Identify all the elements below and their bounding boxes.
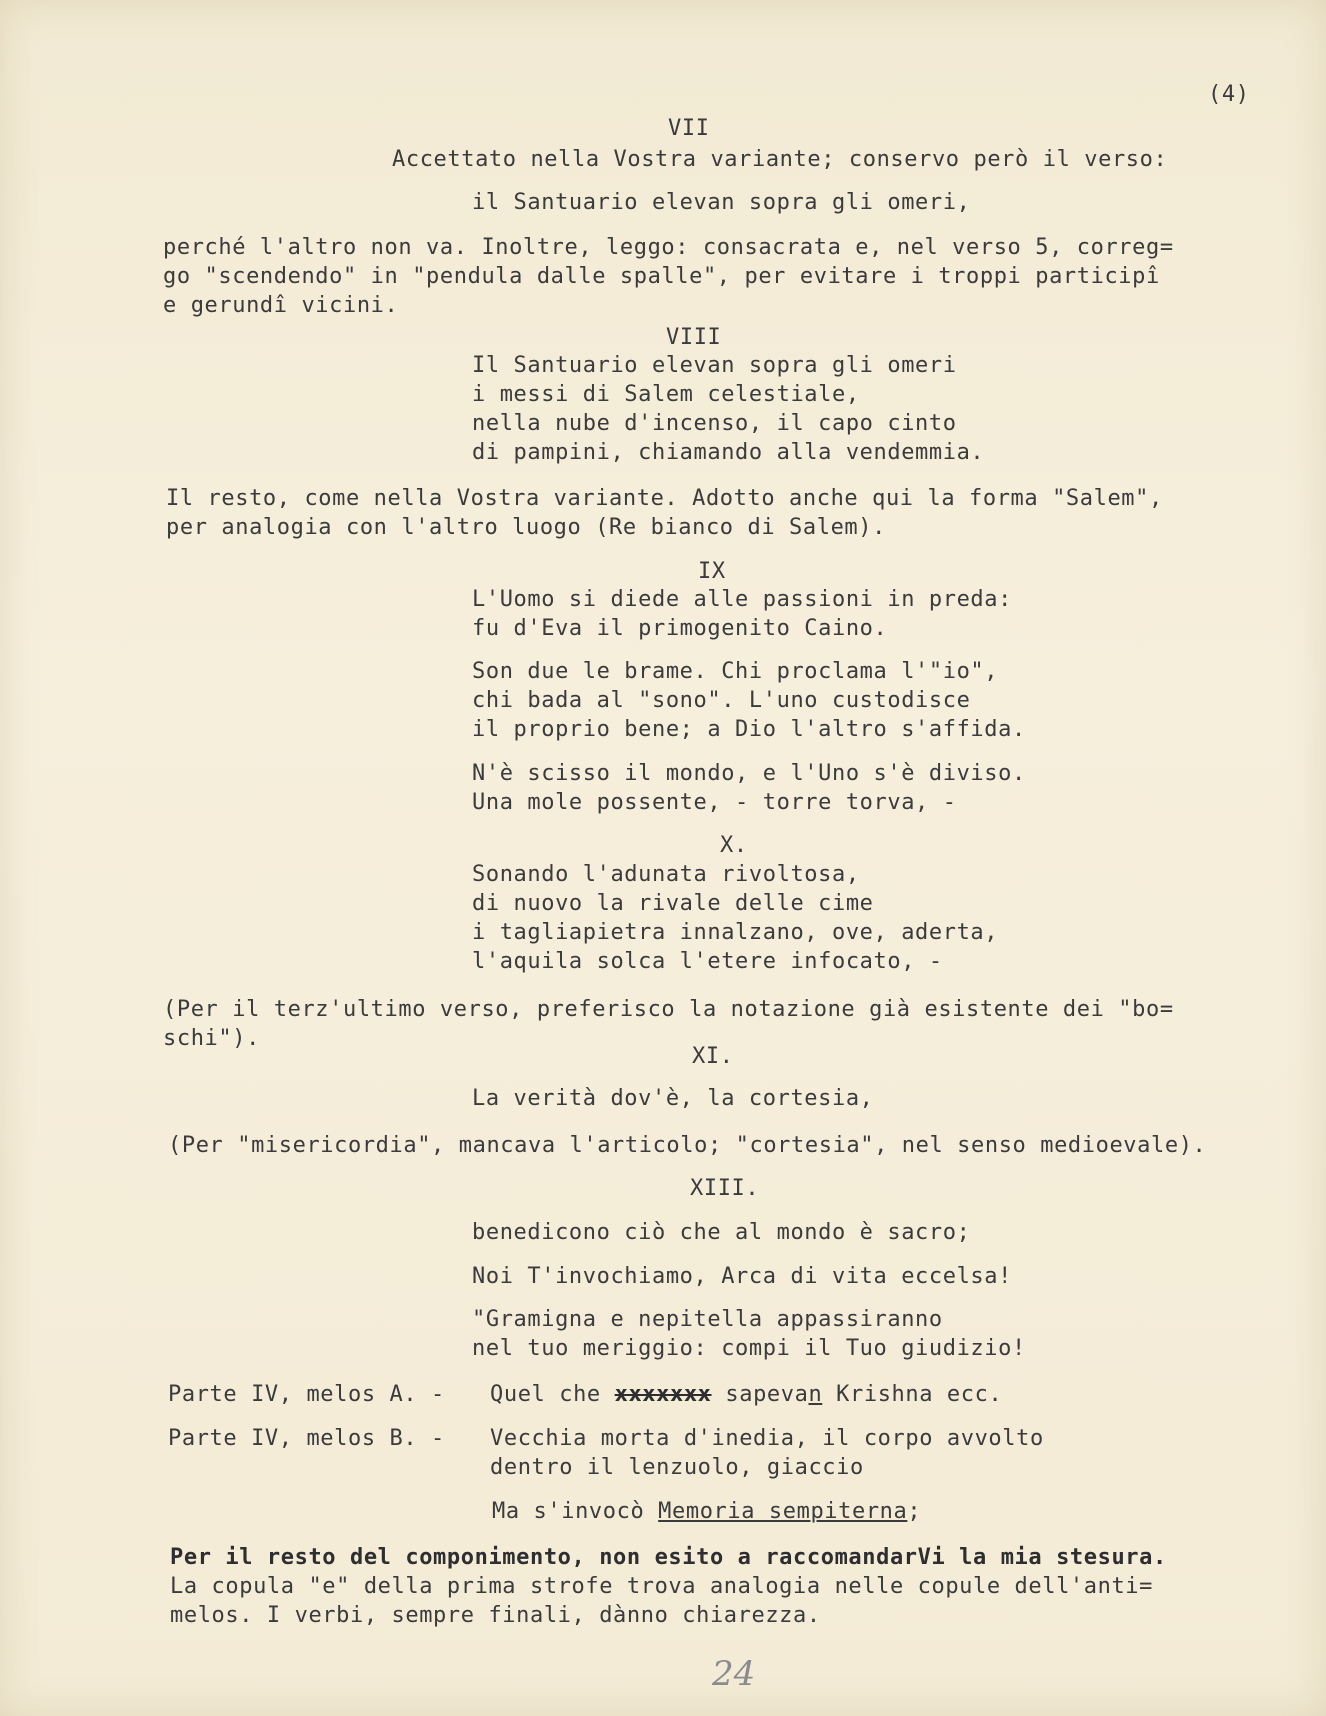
- ix-verse: N'è scisso il mondo, e l'Uno s'è diviso.: [472, 761, 1026, 786]
- closing-line: melos. I verbi, sempre finali, dànno chiarezza.: [170, 1603, 821, 1628]
- section-heading-xi: XI.: [692, 1044, 734, 1069]
- viii-verse: i messi di Salem celestiale,: [472, 382, 860, 407]
- x-verse: i tagliapietra innalzano, ove, aderta,: [472, 920, 999, 945]
- struck-word: xxxxxxx: [614, 1382, 712, 1407]
- parte-b-line: dentro il lenzuolo, giaccio: [490, 1455, 864, 1480]
- viii-verse: nella nube d'incenso, il capo cinto: [472, 411, 957, 436]
- x-note-line: (Per il terz'ultimo verso, preferisco la notazione già esistente dei "bo=: [163, 997, 1174, 1022]
- viii-note-line: Il resto, come nella Vostra variante. Adotto anche qui la forma "Salem",: [166, 486, 1163, 511]
- ix-verse: Son due le brame. Chi proclama l'"io",: [472, 659, 999, 684]
- vii-note-line: go "scendendo" in "pendula dalle spalle", per evitare i troppi participî: [163, 264, 1160, 289]
- page-number: (4): [1208, 82, 1250, 107]
- closing-line: La copula "e" della prima strofe trova analogia nelle copule dell'anti=: [170, 1574, 1154, 1599]
- xiii-verse: nel tuo meriggio: compi il Tuo giudizio!: [472, 1336, 1026, 1361]
- ix-verse: il proprio bene; a Dio l'altro s'affida.: [472, 717, 1026, 742]
- xi-note: (Per "misericordia", mancava l'articolo; "cortesia", nel senso medioevale).: [168, 1133, 1207, 1158]
- ix-verse: chi bada al "sono". L'uno custodisce: [472, 688, 971, 713]
- viii-verse: di pampini, chiamando alla vendemmia.: [472, 440, 985, 465]
- ix-verse: Una mole possente, - torre torva, -: [472, 790, 957, 815]
- x-verse: l'aquila solca l'etere infocato, -: [472, 949, 943, 974]
- closing-line: Per il resto del componimento, non esito a raccomandarVi la mia stesura.: [170, 1545, 1167, 1570]
- parte-a-text: Quel che xxxxxxx sapevan Krishna ecc.: [490, 1382, 1003, 1407]
- xiii-verse: Noi T'invochiamo, Arca di vita eccelsa!: [472, 1264, 1012, 1289]
- section-heading-ix: IX: [698, 559, 726, 584]
- parte-b-label: Parte IV, melos B. -: [168, 1426, 445, 1451]
- vii-intro: Accettato nella Vostra variante; conservo però il verso:: [392, 147, 1168, 172]
- parte-b-line: Vecchia morta d'inedia, il corpo avvolto: [490, 1426, 1044, 1451]
- vii-note-line: perché l'altro non va. Inoltre, leggo: consacrata e, nel verso 5, correg=: [163, 235, 1174, 260]
- ix-verse: fu d'Eva il primogenito Caino.: [472, 616, 888, 641]
- handwritten-folio-number: 24: [712, 1654, 756, 1694]
- parte-b-verse: Ma s'invocò Memoria sempiterna;: [492, 1499, 922, 1524]
- xiii-verse: "Gramigna e nepitella appassiranno: [472, 1307, 943, 1332]
- viii-verse: Il Santuario elevan sopra gli omeri: [472, 353, 957, 378]
- x-note-line: schi").: [163, 1026, 260, 1051]
- section-heading-x: X.: [720, 833, 748, 858]
- xiii-verse: benedicono ciò che al mondo è sacro;: [472, 1220, 971, 1245]
- ix-verse: L'Uomo si diede alle passioni in preda:: [472, 587, 1012, 612]
- vii-verse: il Santuario elevan sopra gli omeri,: [472, 190, 971, 215]
- xi-verse: La verità dov'è, la cortesia,: [472, 1086, 874, 1111]
- section-heading-vii: VII: [668, 116, 710, 141]
- section-heading-xiii: XIII.: [690, 1176, 760, 1201]
- x-verse: Sonando l'adunata rivoltosa,: [472, 862, 860, 887]
- parte-a-label: Parte IV, melos A. -: [168, 1382, 445, 1407]
- vii-note-line: e gerundî vicini.: [163, 293, 399, 318]
- viii-note-line: per analogia con l'altro luogo (Re bianco di Salem).: [166, 515, 886, 540]
- section-heading-viii: VIII: [666, 325, 722, 350]
- x-verse: di nuovo la rivale delle cime: [472, 891, 874, 916]
